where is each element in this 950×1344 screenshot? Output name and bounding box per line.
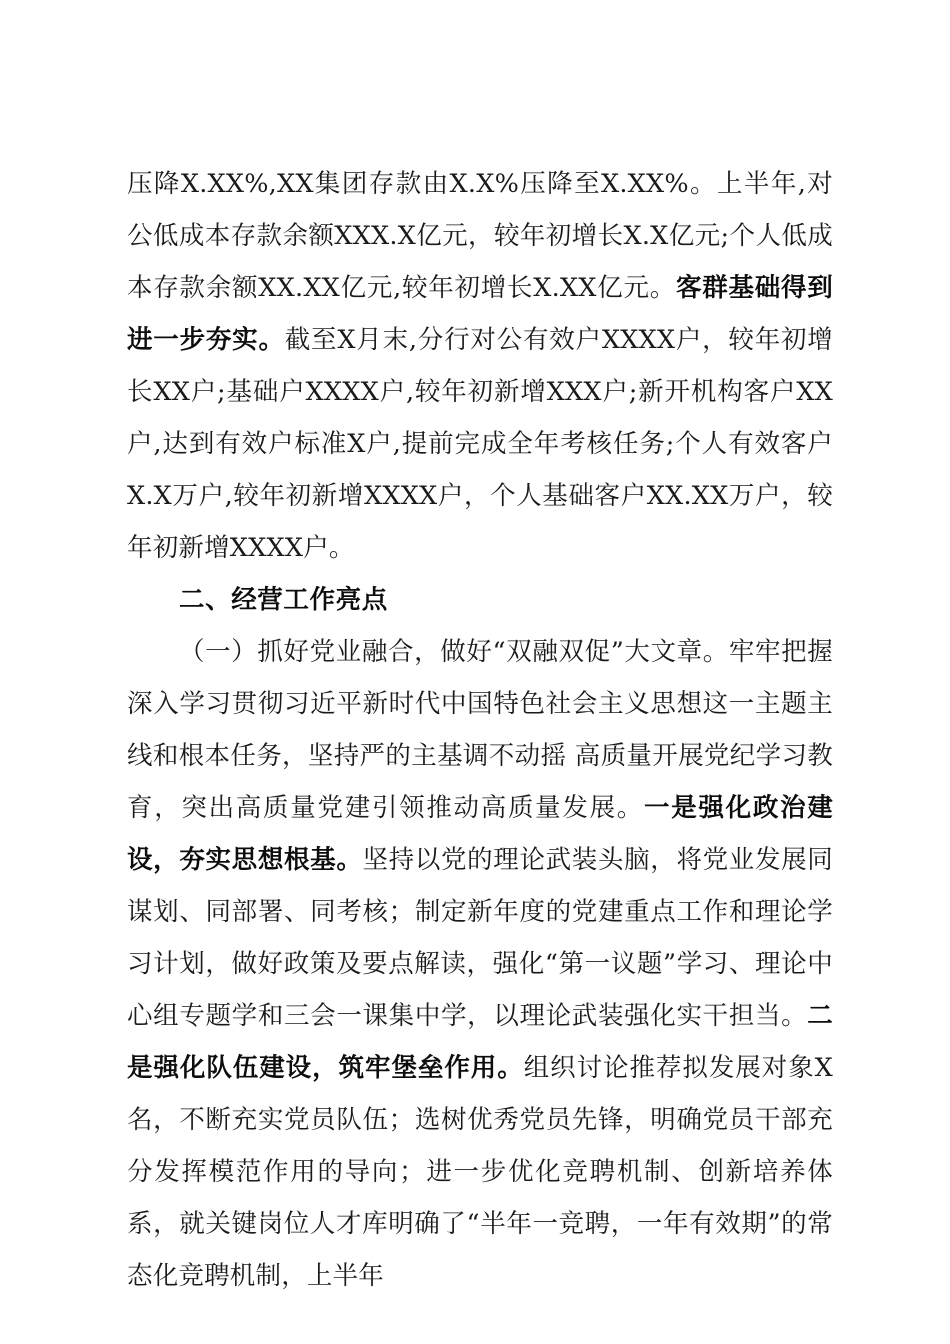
paragraph-run-plain-effective-accounts: 截至X月末,分行对公有效户XXXX户，较年初增长XX户;基础户XXXX户,较年初新增XXX户;新开机构客户XX户,达到有效户标准X户,提前完成全年考核任务;个人有效客户X.X万户,较年初新增XXXX户，个人基础客户XX.XX万户，较年初新增XXXX户。 (127, 325, 833, 563)
paragraph-deposit-customer-base (127, 158, 833, 574)
document-text-body (127, 158, 833, 1302)
paragraph-run-plain-intro: （一）抓好党业融合，做好“双融双促”大文章。牢牢把握深入学习贯彻习近平新时代中国特色社会主义思想这一主题主线和根本任务，坚持严的主基调不动摇 高质量开展党纪学习教育，突出高质量党建引领推动高质量发展。 (127, 637, 833, 823)
paragraph-run-bold-team-building: 二是强化队伍建设，筑牢堡垒作用。 (127, 1001, 833, 1083)
paragraph-run-plain: 压降X.XX%,XX集团存款由X.X%压降至X.XX%。上半年,对公低成本存款余额XXX.X亿元，较年初增长X.X亿元;个人低成本存款余额XX.XX亿元,较年初增长X.XX亿元。 (127, 169, 833, 303)
section-heading-business-highlights: 二、经营工作亮点 (179, 585, 388, 615)
paragraph-run-bold-customer-base: 客群基础得到进一步夯实。 (127, 273, 833, 355)
paragraph-run-plain-theory-study: 坚持以党的理论武装头脑，将党业发展同谋划、同部署、同考核；制定新年度的党建重点工作和理论学习计划，做好政策及要点解读，强化“第一议题”学习、理论中心组专题学和三会一课集中学，以理论武装强化实干担当。 (127, 845, 833, 1031)
paragraph-run-bold-political-building: 一是强化政治建设，夯实思想根基。 (127, 793, 833, 875)
paragraph-party-business-integration (127, 626, 833, 1302)
paragraph-run-plain-talent-mechanism: 组织讨论推荐拟发展对象X名，不断充实党员队伍；选树优秀党员先锋，明确党员干部充分发挥模范作用的导向；进一步优化竞聘机制、创新培养体系，就关键岗位人才库明确了“半年一竞聘，一年有效期”的常态化竞聘机制，上半年 (127, 1053, 833, 1291)
